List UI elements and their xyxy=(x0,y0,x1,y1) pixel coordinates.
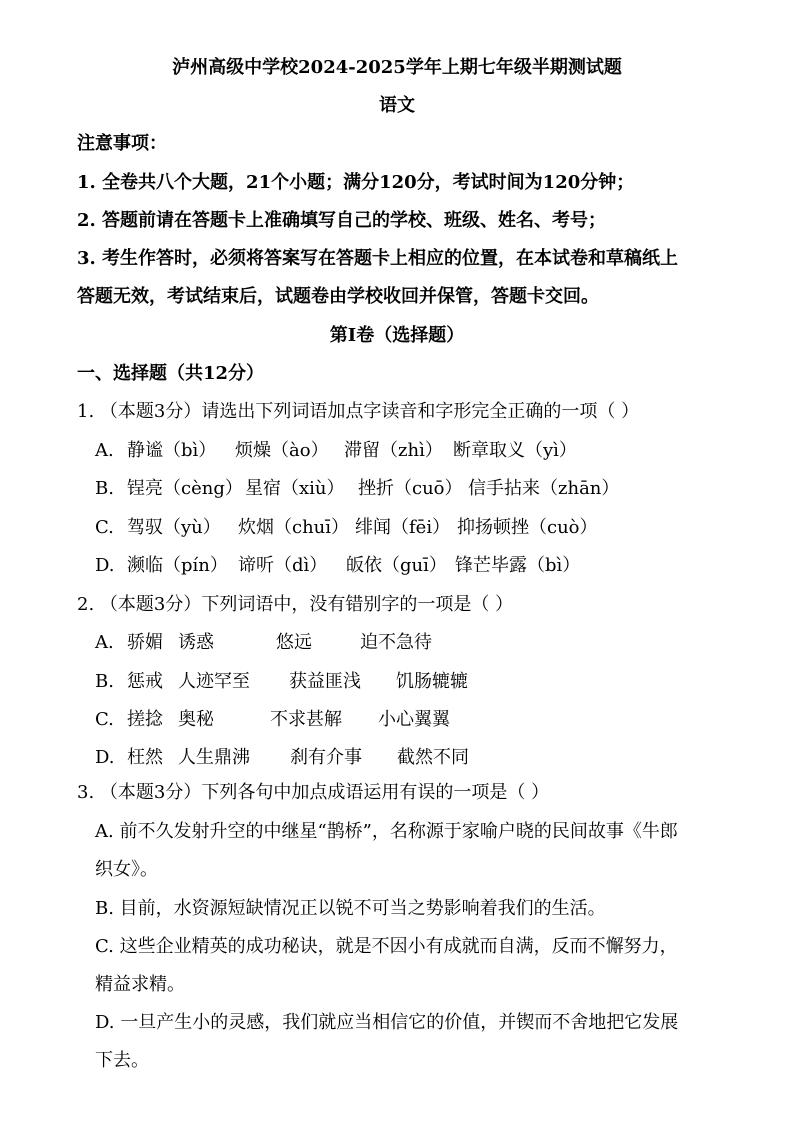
option-term: 皈依（guī） xyxy=(346,555,447,576)
option-term: 不求甚解 xyxy=(270,709,342,730)
subject-title: 语文 xyxy=(379,95,415,116)
question-3-option-b: B. 目前，水资源短缺情况正以锐不可当之势影响着我们的生活。 xyxy=(95,898,606,919)
exam-title: 泸州高级中学校2024-2025学年上期七年级半期测试题 xyxy=(172,57,622,78)
notice-item-3: 3. 考生作答时，必须将答案写在答题卡上相应的位置，在本试卷和草稿纸上 xyxy=(77,248,679,269)
option-label: D. xyxy=(95,747,115,768)
option-label: B. xyxy=(95,671,114,692)
option-term: 奥秘 xyxy=(178,709,214,730)
question-1-option-d xyxy=(0,554,794,578)
question-1-option-c xyxy=(0,516,794,540)
option-term: 迫不急待 xyxy=(360,632,432,653)
option-term: 星宿（xiù） xyxy=(245,478,345,499)
question-1-stem: 1. （本题3分）请选出下列词语加点字读音和字形完全正确的一项（ ） xyxy=(77,401,640,422)
question-2-option-b xyxy=(0,670,794,694)
question-3-option-c: C. 这些企业精英的成功秘诀，就是不因小有成就而自满，反而不懈努力， xyxy=(95,936,678,957)
option-term: 绯闻（fēi） xyxy=(355,517,451,538)
option-term: 惩戒 xyxy=(127,671,163,692)
notice-item-1: 1. 全卷共八个大题，21个小题；满分120分，考试时间为120分钟； xyxy=(77,172,635,193)
option-term: 搓捻 xyxy=(127,709,163,730)
option-term: 炊烟（chuī） xyxy=(238,517,350,538)
option-term: 挫折（cuō） xyxy=(358,478,463,499)
option-term: 枉然 xyxy=(127,747,163,768)
option-label: A. xyxy=(95,632,114,653)
section-title: 一、选择题（共12分） xyxy=(77,363,265,384)
option-term: 烦燥（ào） xyxy=(235,440,329,461)
option-term: 悠远 xyxy=(276,632,312,653)
option-term: 锋芒毕露（bì） xyxy=(455,555,581,576)
option-term: 人生鼎沸 xyxy=(178,747,250,768)
notice-item-3-continued: 答题无效，考试结束后，试题卷由学校收回并保管，答题卡交回。 xyxy=(77,286,599,307)
option-term: 饥肠辘辘 xyxy=(396,671,468,692)
option-label: A. xyxy=(95,440,114,461)
option-label: D. xyxy=(95,555,115,576)
option-term: 断章取义（yì） xyxy=(453,440,577,461)
option-term: 信手拈来（zhān） xyxy=(468,478,620,499)
option-term: 锃亮（cèng） xyxy=(127,478,243,499)
notice-heading: 注意事项： xyxy=(77,133,167,154)
question-2-option-d xyxy=(0,746,794,770)
option-term: 骄媚 xyxy=(127,632,163,653)
question-3-option-a: A. 前不久发射升空的中继星“鹊桥”，名称源于家喻户晓的民间故事《牛郎 xyxy=(95,821,678,842)
question-2-stem: 2. （本题3分）下列词语中，没有错别字的一项是（ ） xyxy=(77,594,514,615)
notice-item-2: 2. 答题前请在答题卡上准确填写自己的学校、班级、姓名、考号； xyxy=(77,210,607,231)
question-3-stem: 3. （本题3分）下列各句中加点成语运用有误的一项是（ ） xyxy=(77,782,550,803)
option-term: 滞留（zhì） xyxy=(344,440,443,461)
option-term: 获益匪浅 xyxy=(289,671,361,692)
question-3-option-a-continued: 织女》。 xyxy=(95,859,158,880)
question-3-option-d-continued: 下去。 xyxy=(95,1050,149,1071)
part-title: 第I卷（选择题） xyxy=(329,325,465,346)
option-term: 小心翼翼 xyxy=(378,709,450,730)
option-term: 人迹罕至 xyxy=(178,671,250,692)
question-2-option-a xyxy=(0,631,794,655)
option-label: B. xyxy=(95,478,114,499)
option-term: 刹有介事 xyxy=(290,747,362,768)
question-3-option-c-continued: 精益求精。 xyxy=(95,974,185,995)
option-label: C. xyxy=(95,517,114,538)
question-3-option-d: D. 一旦产生小的灵感，我们就应当相信它的价值，并锲而不舍地把它发展 xyxy=(95,1012,679,1033)
question-1-option-a xyxy=(0,439,794,463)
option-label: C. xyxy=(95,709,114,730)
option-term: 截然不同 xyxy=(397,747,469,768)
question-2-option-c xyxy=(0,708,794,732)
option-term: 抑扬顿挫（cuò） xyxy=(457,517,598,538)
question-1-option-b xyxy=(0,477,794,501)
option-term: 谛听（dì） xyxy=(238,555,328,576)
option-term: 濒临（pín） xyxy=(127,555,228,576)
option-term: 诱惑 xyxy=(178,632,214,653)
option-term: 静谧（bì） xyxy=(127,440,217,461)
option-term: 驾驭（yù） xyxy=(127,517,221,538)
